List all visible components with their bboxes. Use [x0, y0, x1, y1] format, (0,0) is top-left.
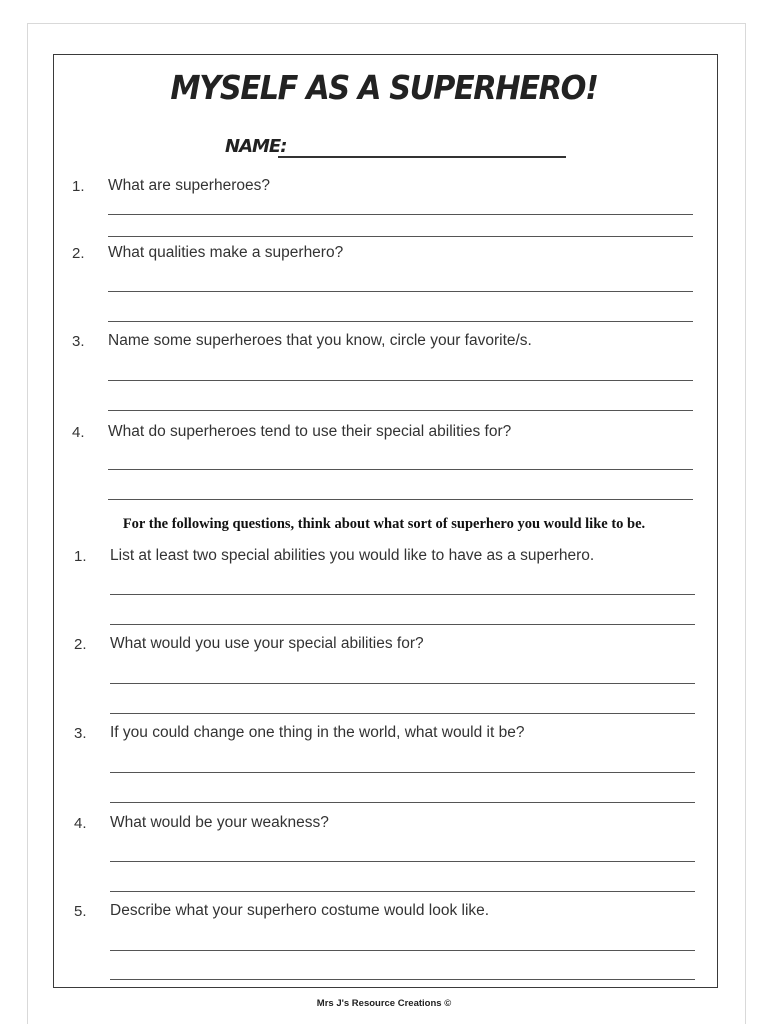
answer-line[interactable] — [110, 861, 695, 862]
answer-line[interactable] — [110, 891, 695, 892]
worksheet-title: MYSELF AS A SUPERHERO! — [170, 68, 598, 107]
answer-line[interactable] — [108, 499, 693, 500]
answer-line[interactable] — [108, 469, 693, 470]
question-text: Name some superheroes that you know, circle your favorite/s. — [108, 332, 532, 349]
question-text: Describe what your superhero costume would look like. — [110, 902, 490, 919]
question-number: 3. — [74, 725, 87, 742]
answer-line[interactable] — [110, 802, 695, 803]
answer-line[interactable] — [110, 713, 695, 714]
answer-line[interactable] — [108, 236, 693, 237]
question-text: What would be your weakness? — [110, 814, 329, 831]
answer-line[interactable] — [110, 594, 695, 595]
answer-line[interactable] — [110, 624, 695, 625]
question-number: 5. — [74, 903, 87, 920]
answer-line[interactable] — [110, 772, 695, 773]
answer-line[interactable] — [108, 321, 693, 322]
answer-line[interactable] — [108, 380, 693, 381]
answer-line[interactable] — [108, 410, 693, 411]
question-number: 3. — [72, 333, 85, 350]
answer-line[interactable] — [108, 214, 693, 215]
footer-credit: Mrs J's Resource Creations © — [316, 998, 452, 1009]
answer-line[interactable] — [110, 950, 695, 951]
question-number: 4. — [74, 815, 87, 832]
question-text: If you could change one thing in the world, what would it be? — [110, 724, 525, 741]
name-label: NAME: — [225, 136, 287, 157]
question-text: What would you use your special abilities for? — [110, 635, 424, 652]
question-text: What qualities make a superhero? — [108, 244, 344, 261]
question-number: 2. — [72, 245, 85, 262]
question-number: 2. — [74, 636, 87, 653]
answer-line[interactable] — [110, 683, 695, 684]
question-text: List at least two special abilities you would like to have as a superhero. — [110, 547, 595, 564]
question-text: What do superheroes tend to use their special abilities for? — [108, 423, 512, 440]
question-text: What are superheroes? — [108, 177, 270, 194]
question-number: 4. — [72, 424, 85, 441]
name-field-line[interactable] — [278, 156, 566, 158]
section-heading: For the following questions, think about what sort of superhero you would like to be. — [122, 516, 646, 532]
answer-line[interactable] — [108, 291, 693, 292]
question-number: 1. — [74, 548, 87, 565]
question-number: 1. — [72, 178, 85, 195]
answer-line[interactable] — [110, 979, 695, 980]
